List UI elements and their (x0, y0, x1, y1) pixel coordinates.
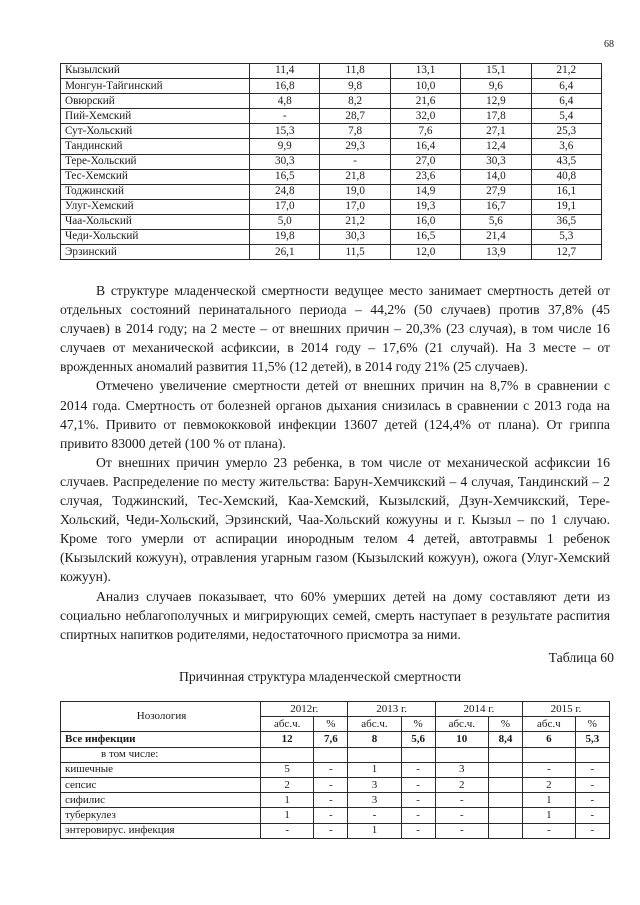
table-cell: - (575, 823, 609, 838)
table-cell: 21,8 (320, 169, 390, 184)
region-name: Кызылский (61, 64, 250, 79)
table-row (61, 230, 602, 245)
table-cell: 9,6 (461, 79, 531, 94)
table-cell: 30,3 (320, 230, 390, 245)
table-cell: 19,0 (320, 184, 390, 199)
table-cell: 5,3 (575, 732, 609, 747)
table-cell: - (250, 109, 320, 124)
table-cell: 3,6 (531, 139, 601, 154)
table-cell: 30,3 (461, 154, 531, 169)
table-row (61, 94, 602, 109)
table-cell: 36,5 (531, 214, 601, 229)
pct-header: % (575, 717, 609, 732)
table-cell: - (401, 777, 435, 792)
table-cell: 5,6 (461, 214, 531, 229)
table-cell (488, 793, 522, 808)
region-name: Пий-Хемский (61, 109, 250, 124)
table-row (61, 109, 602, 124)
table-cell: 15,1 (461, 64, 531, 79)
table-cell: 19,3 (390, 199, 460, 214)
year-header: 2012г. (261, 702, 348, 717)
table-cell: 21,6 (390, 94, 460, 109)
table-row (61, 793, 610, 808)
abs-header: абс.ч. (348, 717, 401, 732)
table-cell (435, 747, 488, 762)
table-cell: - (261, 823, 314, 838)
table-cell: 16,5 (390, 230, 460, 245)
table-cell: 11,4 (250, 64, 320, 79)
region-name: Тандинский (61, 139, 250, 154)
table-title: Причинная структура младенческой смертности (178, 669, 462, 684)
table-cell: 43,5 (531, 154, 601, 169)
table-cell: 19,1 (531, 199, 601, 214)
page-number: 68 (604, 39, 614, 50)
pct-header: % (314, 717, 348, 732)
nosology-header: Нозология (61, 702, 261, 732)
paragraph: Анализ случаев показывает, что 60% умерших детей на дому составляют дети из социально неблагополучных и мигрирующих семей, смерть наступает в результате распития спиртных напитков родителями, недостаточного присмотра за ними. (60, 588, 610, 642)
table-cell: 16,4 (390, 139, 460, 154)
table-cell: 9,9 (250, 139, 320, 154)
table-cell: - (575, 793, 609, 808)
body-text (60, 281, 610, 644)
table-cell: 2 (261, 777, 314, 792)
pct-header: % (488, 717, 522, 732)
table-cell: 8 (348, 732, 401, 747)
table-cell: 13,1 (390, 64, 460, 79)
table-cell: 23,6 (390, 169, 460, 184)
table-cell: - (575, 808, 609, 823)
table-cell: - (523, 762, 576, 777)
table-cell: 1 (261, 808, 314, 823)
table-cell: 12,9 (461, 94, 531, 109)
table-cell: 30,3 (250, 154, 320, 169)
nosology-name: сифилис (61, 793, 261, 808)
table-cell: 32,0 (390, 109, 460, 124)
table-cell: 7,6 (390, 124, 460, 139)
paragraph: От внешних причин умерло 23 ребенка, в том числе от механической асфиксии 16 случаев. Распределение по месту жительства: Барун-Хемчикский – 4 случая, Тандинский – 2 случая, Тоджинский, Тес-Хемский, Каа-Хемский, Кызылский, Дзун-Хемчикский, Тере-Хольский, Чеди-Хольский, Эрзинский, Чаа-Хольский кожууны и г. Кызыл – по 1 случаю. Кроме того умерли от аспирации инородным телом 4 детей, автотравмы 1 ребенок (Кызылский кожуун), отравления угарным газом (Кызылский кожуун), ожога (Улуг-Хемский кожуун). (60, 454, 610, 585)
table-cell: - (401, 793, 435, 808)
region-name: Монгун-Тайгинский (61, 79, 250, 94)
table-row (61, 808, 610, 823)
table-cell: 7,8 (320, 124, 390, 139)
table-cell (523, 747, 576, 762)
table-row (61, 139, 602, 154)
year-header: 2015 г. (523, 702, 610, 717)
table-cell: 10 (435, 732, 488, 747)
table-cell: 15,3 (250, 124, 320, 139)
table-cell: 8,4 (488, 732, 522, 747)
table-cell: 16,0 (390, 214, 460, 229)
table-cell: 14,0 (461, 169, 531, 184)
table-cell (488, 823, 522, 838)
table-cell: 17,0 (250, 199, 320, 214)
table-cell (488, 762, 522, 777)
table-cell: - (435, 823, 488, 838)
region-name: Чеди-Хольский (61, 230, 250, 245)
table-cell: 26,1 (250, 245, 320, 260)
table-cell: 40,8 (531, 169, 601, 184)
table-cell: 3 (435, 762, 488, 777)
table-cell: 1 (523, 793, 576, 808)
table-cell: 27,0 (390, 154, 460, 169)
table-cell: 16,7 (461, 199, 531, 214)
region-name: Сут-Хольский (61, 124, 250, 139)
table-row (61, 777, 610, 792)
nosology-name: энтеровирус. инфекция (61, 823, 261, 838)
region-name: Тере-Хольский (61, 154, 250, 169)
subheading-row (61, 747, 610, 762)
table-cell: 6,4 (531, 94, 601, 109)
table-cell: 19,8 (250, 230, 320, 245)
total-row (61, 732, 610, 747)
table-row (61, 823, 610, 838)
table-cell: 6,4 (531, 79, 601, 94)
table-cell: - (314, 762, 348, 777)
table-row (61, 214, 602, 229)
table-cell: - (435, 808, 488, 823)
region-name: Улуг-Хемский (61, 199, 250, 214)
table-cell: 5 (261, 762, 314, 777)
table-row (61, 64, 602, 79)
table-cell: 21,2 (320, 214, 390, 229)
table-cell: 24,8 (250, 184, 320, 199)
pct-header: % (401, 717, 435, 732)
table-cell: - (575, 777, 609, 792)
table-cell (488, 808, 522, 823)
table-cell: 12,0 (390, 245, 460, 260)
table-cell: - (314, 808, 348, 823)
table-cell: 27,1 (461, 124, 531, 139)
table-cell (261, 747, 314, 762)
table-cell: 13,9 (461, 245, 531, 260)
table-cell: - (348, 808, 401, 823)
table-cell: 12,4 (461, 139, 531, 154)
table-cell: 8,2 (320, 94, 390, 109)
table-row (61, 154, 602, 169)
year-header: 2014 г. (435, 702, 522, 717)
nosology-name: сепсис (61, 777, 261, 792)
table-cell: 9,8 (320, 79, 390, 94)
table-cell: - (401, 762, 435, 777)
table-row (61, 245, 602, 260)
subheading: в том числе: (61, 747, 261, 762)
table-cell: - (314, 823, 348, 838)
table-cell: - (435, 793, 488, 808)
table-cell: 10,0 (390, 79, 460, 94)
table-cell (348, 747, 401, 762)
table-cell (401, 747, 435, 762)
table-row (61, 199, 602, 214)
paragraph: Отмечено увеличение смертности детей от внешних причин на 8,7% в сравнении с 2014 года. Смертность от болезней органов дыхания снизилась в сравнении с 2013 года на 47,1%. Привито от певмококковой инфекции 13607 детей (124,4% от плана). От гриппа привито 83000 детей (100 % от плана). (60, 378, 610, 451)
table-cell: 17,0 (320, 199, 390, 214)
table-cell: 7,6 (314, 732, 348, 747)
nosology-name: туберкулез (61, 808, 261, 823)
table-header-row (61, 702, 610, 717)
table-cell: 25,3 (531, 124, 601, 139)
table-cell: 17,8 (461, 109, 531, 124)
table-cell: 5,6 (401, 732, 435, 747)
cause-structure-table (60, 701, 610, 839)
table-row (61, 184, 602, 199)
table-cell: 1 (348, 823, 401, 838)
table-cell: 5,0 (250, 214, 320, 229)
table-cell: 6 (523, 732, 576, 747)
table-cell (488, 777, 522, 792)
table-cell: - (523, 823, 576, 838)
table-cell: 3 (348, 777, 401, 792)
table-row (61, 79, 602, 94)
table-cell: 16,5 (250, 169, 320, 184)
table-cell: 16,1 (531, 184, 601, 199)
table-cell: 1 (261, 793, 314, 808)
region-name: Тес-Хемский (61, 169, 250, 184)
table-cell: 21,4 (461, 230, 531, 245)
table-cell: - (314, 793, 348, 808)
table-cell: - (575, 762, 609, 777)
table-cell: 2 (523, 777, 576, 792)
abs-header: абс.ч (523, 717, 576, 732)
table-row (61, 762, 610, 777)
table-row (61, 124, 602, 139)
table-cell (575, 747, 609, 762)
table-cell: 1 (348, 762, 401, 777)
table-cell: 2 (435, 777, 488, 792)
abs-header: абс.ч. (261, 717, 314, 732)
table-cell (488, 747, 522, 762)
table-row (61, 169, 602, 184)
table-cell: - (401, 823, 435, 838)
table-cell: 12,7 (531, 245, 601, 260)
region-name: Эрзинский (61, 245, 250, 260)
abs-header: абс.ч. (435, 717, 488, 732)
table-cell: 29,3 (320, 139, 390, 154)
table-cell (314, 747, 348, 762)
table-cell: 12 (261, 732, 314, 747)
table-cell: 14,9 (390, 184, 460, 199)
table-cell: - (401, 808, 435, 823)
table-cell: - (320, 154, 390, 169)
table-cell: 5,3 (531, 230, 601, 245)
table-label: Таблица 60 (548, 650, 614, 665)
table-cell: 4,8 (250, 94, 320, 109)
table-cell: 5,4 (531, 109, 601, 124)
table-cell: 27,9 (461, 184, 531, 199)
table-cell: 3 (348, 793, 401, 808)
table-cell: 16,8 (250, 79, 320, 94)
table-cell: 11,5 (320, 245, 390, 260)
region-name: Овюрский (61, 94, 250, 109)
nosology-name: Все инфекции (61, 732, 261, 747)
table-cell: 11,8 (320, 64, 390, 79)
region-name: Тоджинский (61, 184, 250, 199)
table-cell: - (314, 777, 348, 792)
region-name: Чаа-Хольский (61, 214, 250, 229)
table-cell: 1 (523, 808, 576, 823)
table-cell: 21,2 (531, 64, 601, 79)
paragraph: В структуре младенческой смертности ведущее место занимает смертность детей от отдельных состояний перинатального периода – 44,2% (50 случаев) против 37,8% (45 случаев) в 2014 году; на 2 месте – от внешних причин – 20,3% (23 случая), в том числе 16 случаев от механической асфиксии, в 2014 году – 17,6% (21 случай). На 3 месте – от врожденных аномалий развития 11,5% (12 детей), в 2014 году 21% (25 случаев). (60, 283, 610, 375)
regions-table (60, 63, 602, 260)
year-header: 2013 г. (348, 702, 435, 717)
nosology-name: кишечные (61, 762, 261, 777)
table-cell: 28,7 (320, 109, 390, 124)
